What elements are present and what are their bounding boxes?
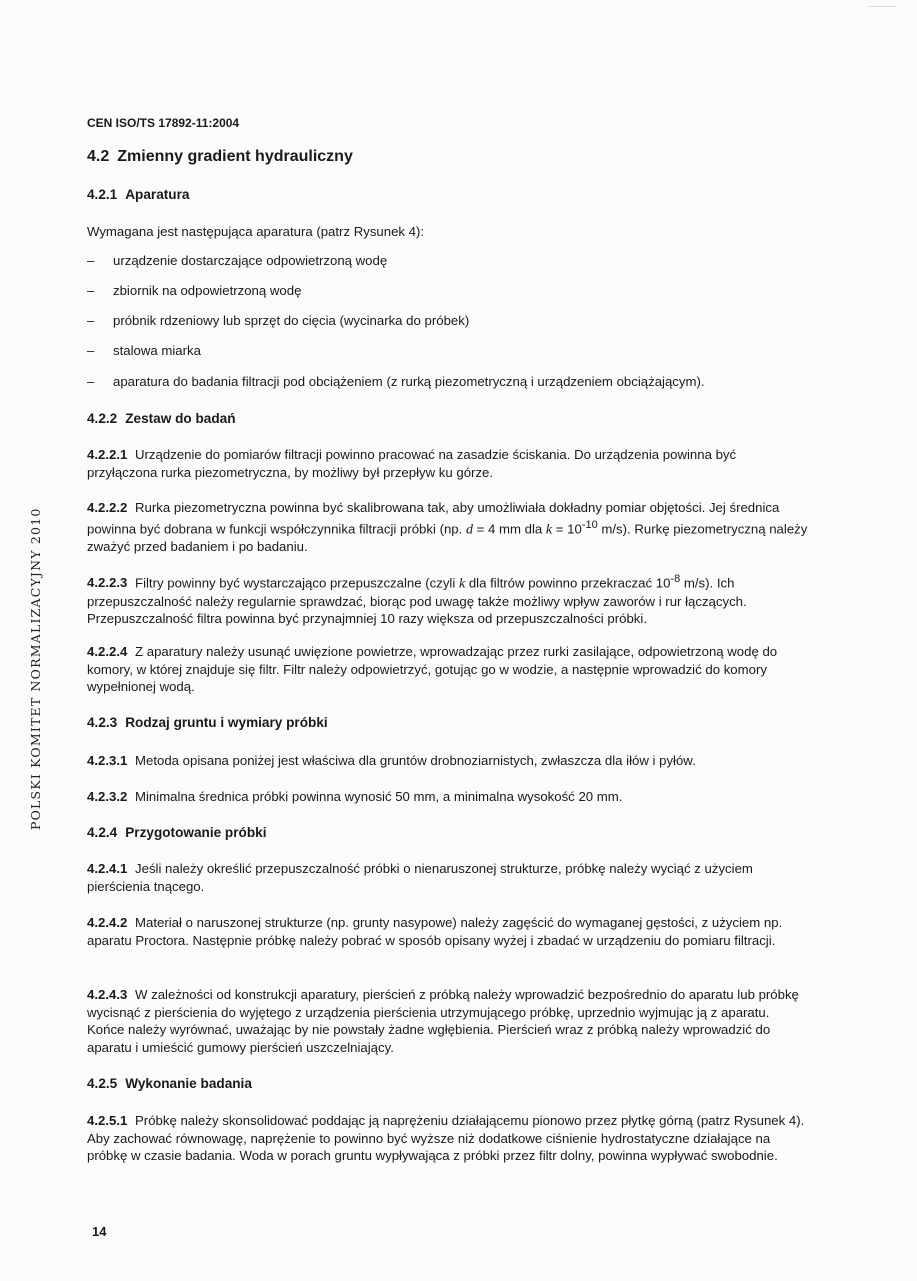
scan-mark	[868, 6, 896, 7]
list-item-text: stalowa miarka	[113, 343, 201, 358]
paragraph-number: 4.2.4.1	[87, 861, 128, 876]
paragraph-number: 4.2.4.2	[87, 915, 128, 930]
paragraph-4-2-2-2	[87, 499, 809, 556]
list-item	[87, 374, 705, 389]
paragraph-4-2-3-1	[87, 752, 809, 770]
paragraph-4-2-2-3	[87, 571, 809, 628]
subsection-title: Zestaw do badań	[125, 411, 236, 426]
side-stamp: POLSKI KOMITET NORMALIZACYJNY 2010	[28, 507, 43, 830]
paragraph-text: dla filtrów powinno przekraczać 10	[465, 575, 671, 591]
paragraph-text: W zależności od konstrukcji aparatury, pierścień z próbką należy wprowadzić bezpośrednio do aparatu lub próbkę wycisnąć z pierścienia do wyjętego z urządzenia pierścienia utrzymującego próbkę, uprzednio wyjmując ją z aparatu. Końce należy wyrównać, uważając by nie powstały żadne wgłębienia. Pierścień wraz z próbką należy wprowadzić do aparatu i umieścić gumowy pierścień uszczelniający.	[87, 987, 799, 1055]
subsection-4-2-3-heading	[87, 714, 809, 732]
paragraph-4-2-2-4	[87, 643, 809, 696]
subsection-title: Aparatura	[125, 187, 190, 202]
subsection-title: Przygotowanie próbki	[125, 825, 267, 840]
paragraph-text: = 4 mm dla	[472, 520, 546, 536]
subsection-number: 4.2.1	[87, 187, 118, 202]
paragraph-number: 4.2.2.3	[87, 575, 128, 591]
dash-marker: –	[87, 253, 95, 268]
dash-marker: –	[87, 343, 95, 358]
subsection-title: Wykonanie badania	[125, 1076, 252, 1091]
list-item	[87, 343, 201, 358]
list-item-text: próbnik rdzeniowy lub sprzęt do cięcia (wycinarka do próbek)	[113, 313, 470, 328]
dash-marker: –	[87, 313, 95, 328]
subsection-number: 4.2.3	[87, 715, 118, 730]
exponent: -8	[670, 573, 681, 585]
page-number: 14	[92, 1224, 107, 1239]
subsection-number: 4.2.2	[87, 411, 118, 426]
paragraph-text: Jeśli należy określić przepuszczalność próbki o nienaruszonej strukturze, próbkę należy wyciąć z użyciem pierścienia tnącego.	[87, 861, 753, 894]
paragraph-text: Próbkę należy skonsolidować poddając ją naprężeniu działającemu pionowo przez płytkę górną (patrz Rysunek 4). Aby zachować równowagę, naprężenie to powinno być wyższe niż dodatkowe ciśnienie hydrostatyczne działające na próbkę w czasie badania. Woda w porach gruntu wypływająca z próbki przez filtr dolny, powinna wypływać swobodnie.	[87, 1113, 805, 1163]
paragraph-4-2-2-1	[87, 446, 809, 481]
paragraph-number: 4.2.4.3	[87, 987, 128, 1002]
section-title: Zmienny gradient hydrauliczny	[117, 148, 353, 165]
paragraph-number: 4.2.3.1	[87, 753, 128, 768]
subsection-number: 4.2.4	[87, 825, 118, 840]
dash-marker: –	[87, 283, 95, 298]
paragraph-number: 4.2.5.1	[87, 1113, 128, 1128]
paragraph-text: Z aparatury należy usunąć uwięzione powietrze, wprowadzając przez rurki zasilające, odpowietrzoną wodę do komory, w której znajduje się filtr. Filtr należy odpowietrzyć, gotując go w wodzie, a następnie wprowadzić do komory wypełnionej wodą.	[87, 644, 778, 694]
paragraph-4-2-4-1	[87, 860, 809, 895]
subsection-title: Rodzaj gruntu i wymiary próbki	[125, 715, 328, 730]
paragraph-text: Filtry powinny być wystarczająco przepuszczalne (czyli	[135, 575, 459, 591]
subsection-4-2-2-heading	[87, 410, 809, 428]
paragraph-text: = 10	[552, 520, 582, 536]
paragraph-number: 4.2.2.4	[87, 644, 128, 659]
section-4-2-heading	[87, 148, 809, 166]
paragraph-text: Minimalna średnica próbki powinna wynosić 50 mm, a minimalna wysokość 20 mm.	[135, 789, 623, 804]
list-item	[87, 313, 469, 328]
list-item	[87, 283, 301, 298]
list-item-text: aparatura do badania filtracji pod obciążeniem (z rurką piezometryczną i urządzeniem obciążającym).	[113, 374, 705, 389]
paragraph-number: 4.2.2.1	[87, 447, 128, 462]
variable-d: d	[465, 521, 473, 537]
section-number: 4.2	[87, 148, 110, 165]
paragraph-4-2-3-2	[87, 788, 809, 806]
variable-k: k	[458, 576, 466, 592]
variable-k: k	[545, 521, 553, 537]
apparatus-intro: Wymagana jest następująca aparatura (patrz Rysunek 4):	[87, 224, 425, 239]
paragraph-text: Rurka piezometryczna powinna być skalibrowana tak, aby umożliwiała dokładny pomiar objętości. Jej średnica powinna być dobrana w funkcji współczynnika filtracji próbki (np.	[87, 500, 780, 536]
standard-header: CEN ISO/TS 17892-11:2004	[87, 116, 240, 130]
subsection-number: 4.2.5	[87, 1076, 118, 1091]
subsection-4-2-5-heading	[87, 1075, 809, 1093]
paragraph-number: 4.2.3.2	[87, 789, 128, 804]
paragraph-text: Metoda opisana poniżej jest właściwa dla gruntów drobnoziarnistych, zwłaszcza dla iłów i pyłów.	[135, 753, 696, 768]
exponent: -10	[581, 518, 598, 531]
list-item-text: urządzenie dostarczające odpowietrzoną wodę	[113, 253, 388, 268]
list-item	[87, 253, 387, 268]
paragraph-4-2-5-1	[87, 1112, 809, 1165]
dash-marker: –	[87, 374, 95, 389]
paragraph-text: Urządzenie do pomiarów filtracji powinno pracować na zasadzie ściskania. Do urządzenia powinna być przyłączona rurka piezometryczna, by możliwy był przepływ ku górze.	[87, 447, 737, 480]
paragraph-text: Materiał o naruszonej strukturze (np. grunty nasypowe) należy zagęścić do wymaganej gęstości, z użyciem np. aparatu Proctora. Następnie próbkę należy pobrać w sposób opisany wyżej i zbadać w urządzeniu do pomiaru filtracji.	[87, 915, 783, 948]
paragraph-number: 4.2.2.2	[87, 500, 128, 515]
list-item-text: zbiornik na odpowietrzoną wodę	[113, 283, 302, 298]
paragraph-text: m/s). Ich przepuszczalność należy regularnie sprawdzać, biorąc pod uwagę także możliwy wpływ zaworów i rur łączących. Przepuszczalność filtra powinna być przynajmniej 10 razy większa od przepuszczalności próbki.	[87, 575, 747, 627]
subsection-4-2-4-heading	[87, 824, 809, 842]
paragraph-text: m/s). Rurkę piezometryczną należy zważyć przed badaniem i po badaniu.	[87, 520, 808, 555]
subsection-4-2-1-heading	[87, 186, 809, 204]
paragraph-4-2-4-3	[87, 986, 809, 1056]
paragraph-4-2-4-2	[87, 914, 809, 949]
